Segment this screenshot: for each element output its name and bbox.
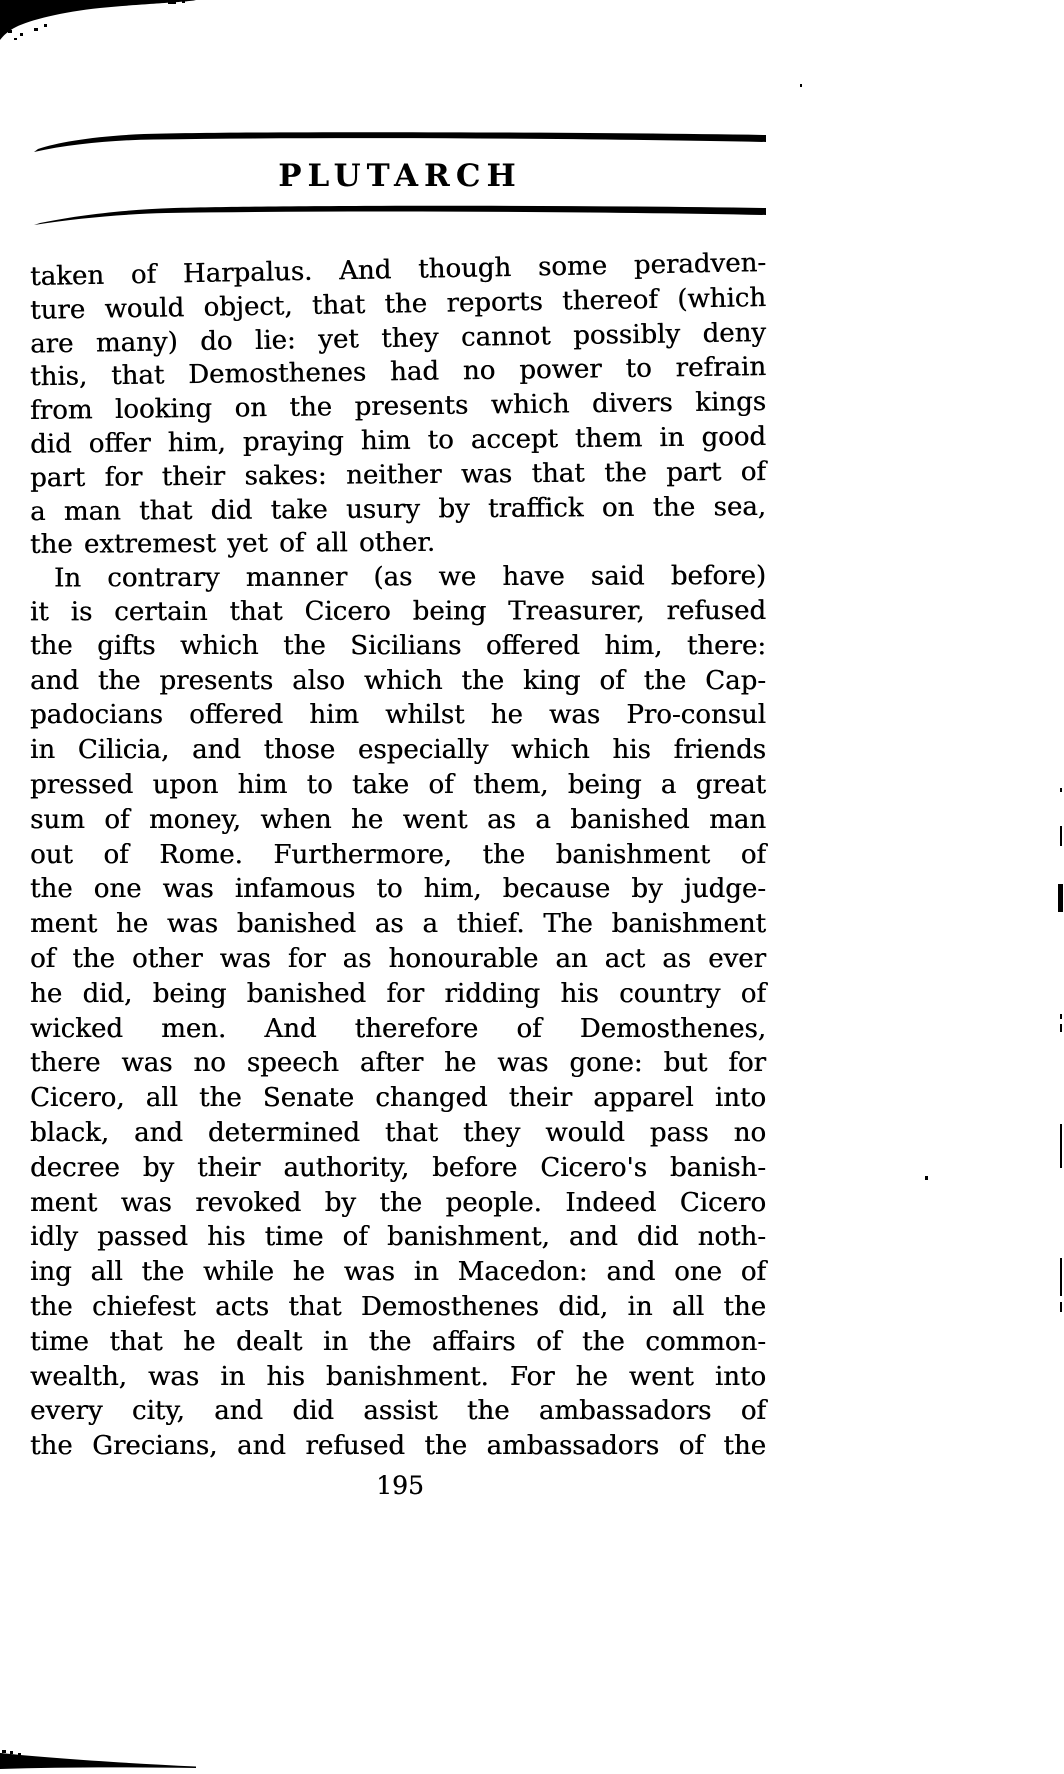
body-line: did offer him, praying him to accept them in good (29, 421, 767, 460)
body-line: are many) do lie: yet they cannot possibly deny (29, 317, 767, 360)
body-line: this, that Demosthenes had no power to refrain (29, 352, 767, 393)
body-line: time that he dealt in the affairs of the common- (30, 1326, 766, 1357)
body-line: Cicero, all the Senate changed their apparel into (30, 1083, 766, 1114)
scan-artifact-dot (800, 84, 802, 87)
header-rule-top (34, 131, 766, 153)
scan-artifact-tick (1060, 1302, 1062, 1312)
body-line: In contrary manner (as we have said before) (53, 561, 767, 594)
body-line: wealth, was in his banishment. For he went into (30, 1361, 766, 1392)
body-text (30, 246, 766, 1464)
scan-artifact-tick (1060, 1024, 1062, 1032)
scan-artifact-tick (1058, 884, 1063, 912)
body-line: part for their sakes: neither was that the part of (29, 456, 767, 494)
page-title: PLUTARCH (278, 158, 522, 194)
scan-artifact-bottom-left-wedge (0, 1750, 200, 1774)
body-line: ing all the while he was in Macedon: and one of (30, 1257, 766, 1288)
header-rule-top-stroke (34, 131, 766, 153)
body-line: there was no speech after he was gone: but for (30, 1048, 766, 1079)
body-line: the Grecians, and refused the ambassadors of the (30, 1431, 766, 1462)
page-number: 195 (376, 1471, 424, 1500)
body-line: and the presents also which the king of the Cap- (30, 665, 766, 696)
scan-artifact-tick (1060, 1258, 1062, 1296)
scan-artifact-tick (1060, 1014, 1062, 1019)
body-line: decree by their authority, before Cicero's banish- (30, 1152, 766, 1183)
body-line: it is certain that Cicero being Treasurer, refused (29, 595, 767, 628)
body-line: out of Rome. Furthermore, the banishment of (30, 839, 766, 870)
body-line: wicked men. And therefore of Demosthenes, (30, 1013, 766, 1044)
body-line: he did, being banished for ridding his country of (30, 978, 766, 1009)
body-line: the gifts which the Sicilians offered him, there: (30, 630, 766, 661)
body-line: ment he was banished as a thief. The banishment (30, 909, 766, 940)
body-line: pressed upon him to take of them, being a great (30, 769, 766, 800)
header-rule-bottom (34, 204, 766, 226)
body-line: the chiefest acts that Demosthenes did, in all the (30, 1291, 766, 1322)
body-line: ment was revoked by the people. Indeed Cicero (30, 1187, 766, 1218)
body-line: taken of Harpalus. And though some peradven- (29, 248, 767, 293)
body-line: padocians offered him whilst he was Pro-consul (30, 700, 766, 731)
body-line: idly passed his time of banishment, and did noth- (30, 1222, 766, 1253)
header-rule-bottom-stroke (34, 204, 766, 226)
scan-artifact-tick (1060, 788, 1062, 792)
body-line: in Cilicia, and those especially which his friends (30, 735, 766, 766)
scan-artifact-top-left-blob (0, 0, 200, 42)
body-line: ture would object, that the reports thereof (which (29, 282, 767, 326)
body-line: black, and determined that they would pass no (30, 1117, 766, 1148)
body-line: the extremest yet of all other. (29, 528, 436, 561)
scan-artifact-tick (1060, 1124, 1062, 1168)
body-line: from looking on the presents which divers kings (29, 387, 767, 427)
body-line: a man that did take usury by traffick on the sea, (29, 491, 767, 527)
body-line: every city, and did assist the ambassadors of (30, 1396, 766, 1427)
scan-artifact-tick (1060, 826, 1062, 846)
scan-artifact-dot (925, 1176, 928, 1180)
body-line: the one was infamous to him, because by judge- (30, 874, 766, 905)
body-line: sum of money, when he went as a banished man (30, 804, 766, 835)
body-line: of the other was for as honourable an act as ever (30, 943, 766, 974)
